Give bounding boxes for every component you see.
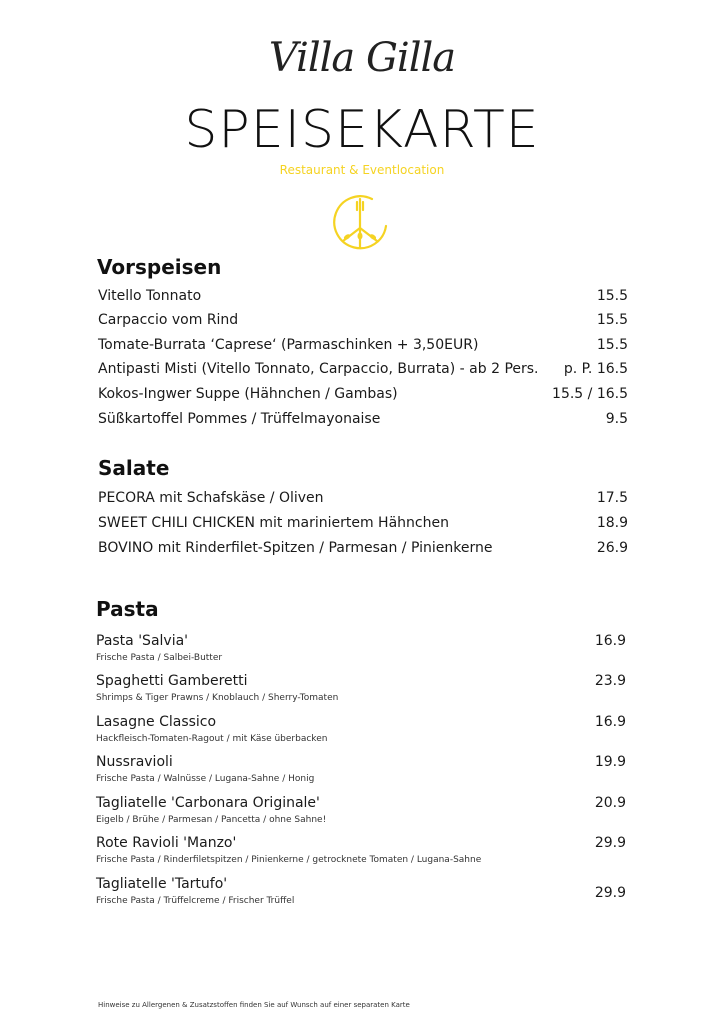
section-title-pasta: Pasta (96, 597, 159, 621)
item-price: 29.9 (594, 835, 626, 851)
item-name: Lasagne Classico (96, 714, 217, 730)
item-description: Shrimps & Tiger Prawns / Knoblauch / Sherry-Tomaten (96, 693, 339, 703)
menu-item (98, 383, 628, 405)
peace-fork-spoon-icon (328, 190, 392, 254)
item-name: Süßkartoffel Pommes / Trüffelmayonaise (98, 411, 381, 427)
item-price: p. P. 16.5 (563, 361, 628, 377)
item-name: Kokos-Ingwer Suppe (Hähnchen / Gambas) (98, 386, 398, 402)
menu-item (98, 487, 628, 509)
item-price: 29.9 (594, 885, 626, 901)
item-name: Nussravioli (96, 754, 173, 770)
item-description: Frische Pasta / Trüffelcreme / Frischer Trüffel (96, 896, 295, 906)
item-price: 17.5 (596, 490, 628, 506)
item-name: Rote Ravioli 'Manzo' (96, 835, 237, 851)
logo: Villa Gilla (268, 35, 456, 81)
item-name: BOVINO mit Rinderfilet-Spitzen / Parmesan / Pinienkerne (98, 540, 493, 556)
menu-item (98, 358, 628, 380)
section-title-vorspeisen: Vorspeisen (97, 255, 222, 279)
item-description: Frische Pasta / Rinderfiletspitzen / Pinienkerne / getrocknete Tomaten / Lugana-Sahne (96, 855, 482, 865)
menu-item (98, 512, 628, 534)
item-description: Frische Pasta / Salbei-Butter (96, 653, 223, 663)
item-price: 20.9 (594, 795, 626, 811)
item-price: 15.5 / 16.5 (552, 386, 628, 402)
item-name: SWEET CHILI CHICKEN mit mariniertem Hähnchen (98, 515, 449, 531)
item-name: Spaghetti Gamberetti (96, 673, 248, 689)
item-name: Vitello Tonnato (98, 288, 202, 304)
section-title-salate: Salate (98, 456, 170, 480)
menu-item (98, 334, 628, 356)
item-price: 19.9 (594, 754, 626, 770)
item-price: 18.9 (596, 515, 628, 531)
item-name: Tomate-Burrata ‘Caprese‘ (Parmaschinken + 3,50EUR) (98, 337, 479, 353)
item-price: 16.9 (594, 714, 626, 730)
item-price: 15.5 (596, 288, 628, 304)
item-name: Carpaccio vom Rind (98, 312, 239, 328)
menu-item (98, 408, 628, 430)
item-price: 15.5 (596, 312, 628, 328)
item-price: 23.9 (594, 673, 626, 689)
item-description: Eigelb / Brühe / Parmesan / Pancetta / ohne Sahne! (96, 815, 327, 825)
item-name: Tagliatelle 'Tartufo' (96, 876, 228, 892)
menu-item (98, 537, 628, 559)
item-price: 16.9 (594, 633, 626, 649)
item-price: 26.9 (596, 540, 628, 556)
allergen-note: Hinweise zu Allergenen & Zusatzstoffen finden Sie auf Wunsch auf einer separaten Karte (98, 1001, 410, 1009)
item-name: Antipasti Misti (Vitello Tonnato, Carpaccio, Burrata) - ab 2 Pers. (98, 361, 539, 377)
item-name: Tagliatelle 'Carbonara Originale' (96, 795, 320, 811)
item-description: Hackfleisch-Tomaten-Ragout / mit Käse überbacken (96, 734, 328, 744)
item-price: 9.5 (605, 411, 628, 427)
menu-item (98, 309, 628, 331)
menu-item (98, 285, 628, 307)
page-title: SPEISEKARTE (184, 100, 540, 160)
subtitle: Restaurant & Eventlocation (279, 163, 445, 177)
item-name: Pasta 'Salvia' (96, 633, 189, 649)
item-name: PECORA mit Schafskäse / Oliven (98, 490, 324, 506)
item-description: Frische Pasta / Walnüsse / Lugana-Sahne / Honig (96, 774, 315, 784)
item-price: 15.5 (596, 337, 628, 353)
